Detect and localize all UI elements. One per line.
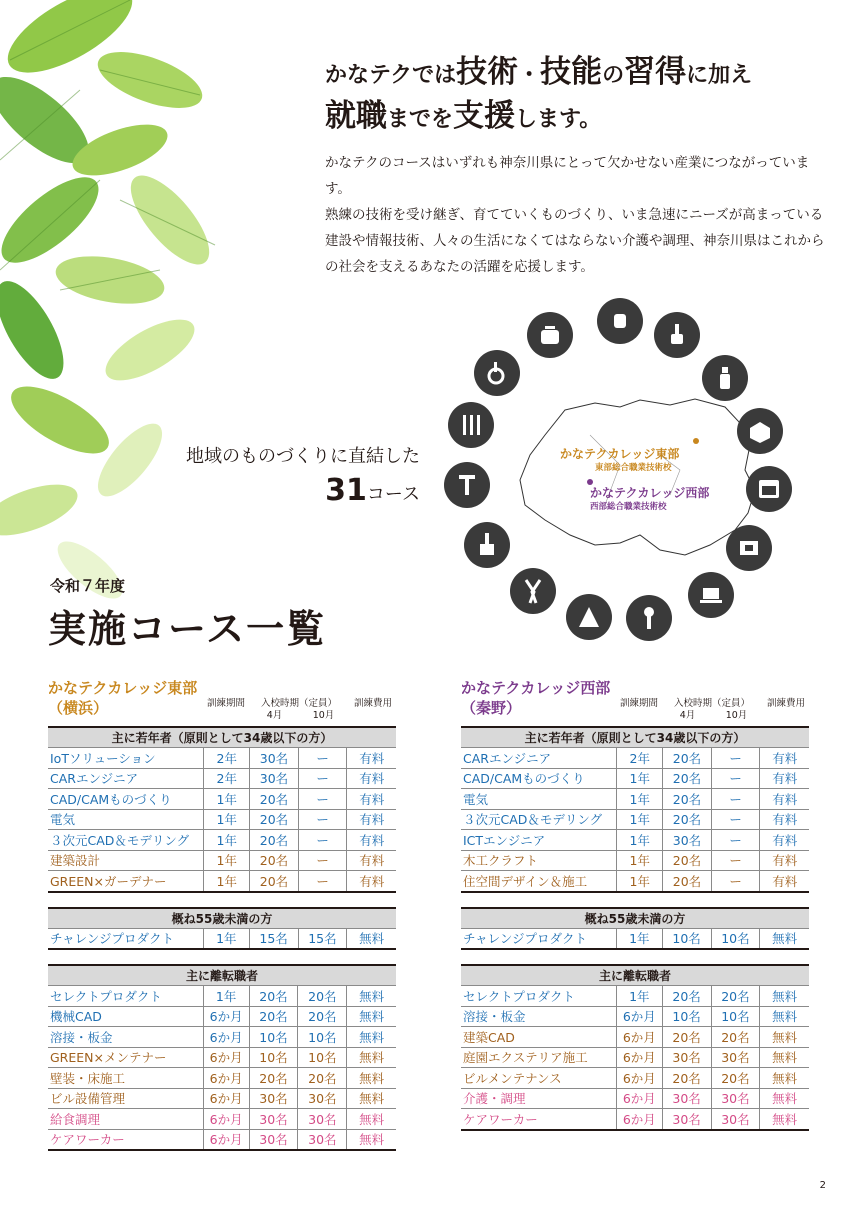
section-heading: 主に離転職者 bbox=[461, 965, 809, 986]
course-october-capacity: ー bbox=[711, 789, 760, 810]
course-april-capacity: 30名 bbox=[250, 748, 299, 769]
course-period: 1年 bbox=[617, 850, 663, 871]
section-heading: 概ね55歳未満の方 bbox=[48, 908, 396, 929]
course-fee: 有料 bbox=[760, 789, 809, 810]
table-row bbox=[461, 871, 809, 892]
course-fee: 有料 bbox=[347, 850, 396, 871]
headline-segment: ・ bbox=[518, 63, 541, 88]
course-october-capacity: ー bbox=[298, 809, 347, 830]
course-fee: 無料 bbox=[347, 1047, 396, 1068]
course-fee: 有料 bbox=[347, 809, 396, 830]
header-fee: 訓練費用 bbox=[766, 698, 805, 709]
course-april-capacity: 20名 bbox=[249, 986, 298, 1007]
course-period: 6か月 bbox=[203, 1006, 249, 1027]
table-row bbox=[48, 1109, 396, 1130]
course-name: 電気 bbox=[48, 809, 204, 830]
table-row bbox=[48, 789, 396, 810]
header-intake bbox=[250, 698, 348, 722]
course-october-capacity: 30名 bbox=[298, 1109, 347, 1130]
course-name: ３次元CAD＆モデリング bbox=[461, 809, 617, 830]
headline-segment: します。 bbox=[515, 107, 602, 132]
laptop-icon bbox=[688, 572, 734, 618]
course-name: GREEN×メンテナー bbox=[48, 1047, 203, 1068]
course-october-capacity: ー bbox=[711, 768, 760, 789]
box-icon bbox=[737, 408, 783, 454]
course-fee: 有料 bbox=[347, 789, 396, 810]
table-row bbox=[48, 850, 396, 871]
header-april: 4月 bbox=[679, 710, 696, 721]
course-name: IoTソリューション bbox=[48, 748, 204, 769]
intro-paragraph-2: 熟練の技術を受け継ぎ、育てていくものづくり、いま急速にニーズが高まっている建設や情報技術、人々の生活になくてはならない介護や調理、神奈川県はこれからの社会を支えるあなたの活躍を応援します。 bbox=[325, 207, 825, 275]
course-fee: 有料 bbox=[760, 871, 809, 892]
course-fee: 有料 bbox=[760, 768, 809, 789]
pruning-shears-icon bbox=[510, 568, 556, 614]
course-april-capacity: 20名 bbox=[662, 986, 711, 1007]
headline-segment: 習得 bbox=[624, 54, 687, 90]
header-intake-label: 入校時期（定員） bbox=[673, 698, 750, 709]
course-october-capacity: ー bbox=[298, 768, 347, 789]
table-row bbox=[461, 809, 809, 830]
course-october-capacity: ー bbox=[298, 789, 347, 810]
course-period: 1年 bbox=[204, 871, 250, 892]
header-april: 4月 bbox=[266, 710, 283, 721]
course-october-capacity: ー bbox=[711, 748, 760, 769]
course-period: 1年 bbox=[204, 830, 250, 851]
east-college-area: （横浜） bbox=[48, 699, 109, 717]
course-october-capacity: 20名 bbox=[298, 986, 347, 1007]
course-april-capacity: 30名 bbox=[249, 1109, 298, 1130]
west-college-column bbox=[461, 678, 809, 1131]
section-heading: 主に若年者（原則として34歳以下の方） bbox=[461, 727, 809, 748]
course-period: 1年 bbox=[204, 789, 250, 810]
course-name: 溶接・板金 bbox=[48, 1027, 203, 1048]
intro-paragraph-1: かなテクのコースはいずれも神奈川県にとって欠かせない産業につながっています。 bbox=[325, 155, 810, 197]
course-fee: 無料 bbox=[760, 1068, 809, 1089]
map-sub-east: 東部総合職業技術校 bbox=[595, 463, 672, 473]
course-fee: 無料 bbox=[347, 1088, 396, 1109]
course-april-capacity: 20名 bbox=[662, 1027, 711, 1048]
wheelchair-icon bbox=[474, 350, 520, 396]
course-name: チャレンジプロダクト bbox=[461, 928, 616, 949]
table-row bbox=[461, 1109, 809, 1130]
table-row bbox=[48, 768, 396, 789]
course-name: ビルメンテナンス bbox=[461, 1068, 616, 1089]
course-name: 木工クラフト bbox=[461, 850, 617, 871]
course-fee: 有料 bbox=[760, 830, 809, 851]
course-period: 1年 bbox=[204, 809, 250, 830]
course-october-capacity: ー bbox=[711, 871, 760, 892]
course-period: 6か月 bbox=[203, 1129, 249, 1150]
course-fee: 無料 bbox=[347, 1027, 396, 1048]
course-period: 6か月 bbox=[203, 1068, 249, 1089]
course-october-capacity: 30名 bbox=[298, 1129, 347, 1150]
course-table bbox=[48, 726, 396, 893]
table-row bbox=[48, 1047, 396, 1068]
course-april-capacity: 30名 bbox=[250, 768, 299, 789]
course-period: 6か月 bbox=[616, 1109, 662, 1130]
course-april-capacity: 30名 bbox=[662, 1088, 711, 1109]
course-october-capacity: 20名 bbox=[711, 1027, 760, 1048]
course-name: CAD/CAMものづくり bbox=[461, 768, 617, 789]
table-row bbox=[461, 928, 809, 949]
map-sub-west: 西部総合職業技術校 bbox=[590, 502, 667, 512]
course-name: ケアワーカー bbox=[461, 1109, 616, 1130]
course-october-capacity: 10名 bbox=[298, 1047, 347, 1068]
course-name: 溶接・板金 bbox=[461, 1006, 616, 1027]
west-college-area: （秦野） bbox=[461, 699, 522, 717]
course-table bbox=[461, 964, 809, 1131]
course-april-capacity: 20名 bbox=[250, 809, 299, 830]
header-period: 訓練期間 bbox=[619, 698, 658, 709]
region-line-1: 地域のものづくりに直結した bbox=[186, 446, 420, 467]
fiscal-year: 令和７年度 bbox=[50, 577, 126, 595]
course-april-capacity: 20名 bbox=[662, 1068, 711, 1089]
table-row bbox=[48, 748, 396, 769]
course-fee: 無料 bbox=[760, 1109, 809, 1130]
course-period: 6か月 bbox=[203, 1109, 249, 1130]
course-name: 住空間デザイン＆施工 bbox=[461, 871, 617, 892]
headline-segment: 就職 bbox=[325, 98, 387, 134]
course-april-capacity: 20名 bbox=[663, 850, 712, 871]
course-name: セレクトプロダクト bbox=[461, 986, 616, 1007]
course-fee: 無料 bbox=[760, 1006, 809, 1027]
cooking-pot-icon bbox=[527, 312, 573, 358]
course-fee: 無料 bbox=[760, 986, 809, 1007]
course-fee: 有料 bbox=[760, 850, 809, 871]
course-april-capacity: 30名 bbox=[249, 1129, 298, 1150]
course-april-capacity: 20名 bbox=[663, 871, 712, 892]
header-oct: 10月 bbox=[725, 710, 748, 721]
course-october-capacity: 30名 bbox=[711, 1109, 760, 1130]
course-october-capacity: 30名 bbox=[711, 1088, 760, 1109]
course-april-capacity: 20名 bbox=[249, 1006, 298, 1027]
ruler-triangle-icon bbox=[566, 594, 612, 640]
course-period: 6か月 bbox=[203, 1088, 249, 1109]
course-october-capacity: ー bbox=[298, 830, 347, 851]
leaves-decoration bbox=[0, 0, 230, 620]
course-october-capacity: ー bbox=[298, 871, 347, 892]
course-april-capacity: 10名 bbox=[662, 1006, 711, 1027]
headline-segment: 技術 bbox=[456, 54, 519, 90]
course-period: 1年 bbox=[616, 928, 662, 949]
course-period: 1年 bbox=[203, 928, 249, 949]
course-name: ケアワーカー bbox=[48, 1129, 203, 1150]
course-october-capacity: 20名 bbox=[298, 1068, 347, 1089]
course-unit: コース bbox=[366, 484, 420, 505]
table-row bbox=[461, 789, 809, 810]
headline-segment: 技能 bbox=[540, 54, 603, 90]
table-row bbox=[48, 871, 396, 892]
tools-icon bbox=[448, 402, 494, 448]
course-fee: 無料 bbox=[760, 928, 809, 949]
headline-segment: までを bbox=[387, 107, 454, 132]
course-period: 6か月 bbox=[616, 1088, 662, 1109]
course-april-capacity: 10名 bbox=[249, 1047, 298, 1068]
course-period: 6か月 bbox=[616, 1027, 662, 1048]
course-fee: 無料 bbox=[347, 1006, 396, 1027]
course-table bbox=[461, 726, 809, 893]
course-fee: 無料 bbox=[347, 1109, 396, 1130]
course-fee: 有料 bbox=[347, 748, 396, 769]
course-name: 建築設計 bbox=[48, 850, 204, 871]
course-october-capacity: 10名 bbox=[711, 928, 760, 949]
course-april-capacity: 30名 bbox=[663, 830, 712, 851]
course-fee: 無料 bbox=[760, 1047, 809, 1068]
table-row bbox=[461, 768, 809, 789]
course-name: チャレンジプロダクト bbox=[48, 928, 203, 949]
course-october-capacity: ー bbox=[298, 850, 347, 871]
course-fee: 無料 bbox=[760, 1088, 809, 1109]
course-name: 庭園エクステリア施工 bbox=[461, 1047, 616, 1068]
course-october-capacity: ー bbox=[711, 830, 760, 851]
course-period: 2年 bbox=[204, 748, 250, 769]
section-heading: 主に若年者（原則として34歳以下の方） bbox=[48, 727, 396, 748]
map-label-east: かなテクカレッジ東部 bbox=[560, 447, 680, 461]
intro-text bbox=[325, 150, 825, 280]
course-april-capacity: 20名 bbox=[250, 850, 299, 871]
table-row bbox=[461, 850, 809, 871]
course-count: 31 bbox=[325, 473, 367, 508]
header-fee: 訓練費用 bbox=[353, 698, 392, 709]
course-april-capacity: 10名 bbox=[249, 1027, 298, 1048]
course-october-capacity: 20名 bbox=[711, 986, 760, 1007]
course-period: 1年 bbox=[203, 986, 249, 1007]
table-row bbox=[48, 1088, 396, 1109]
course-period: 1年 bbox=[617, 789, 663, 810]
course-fee: 無料 bbox=[347, 928, 396, 949]
course-october-capacity: 20名 bbox=[298, 1006, 347, 1027]
headline-segment: に加え bbox=[686, 63, 753, 88]
course-october-capacity: 20名 bbox=[711, 1068, 760, 1089]
east-college-column bbox=[48, 678, 396, 1151]
headline bbox=[325, 52, 845, 140]
course-period: 2年 bbox=[204, 768, 250, 789]
course-fee: 無料 bbox=[347, 1129, 396, 1150]
course-period: 6か月 bbox=[203, 1027, 249, 1048]
course-table bbox=[461, 907, 809, 951]
paint-brush-icon bbox=[464, 522, 510, 568]
course-period: 6か月 bbox=[616, 1006, 662, 1027]
course-period: 1年 bbox=[617, 768, 663, 789]
course-name: 給食調理 bbox=[48, 1109, 203, 1130]
spray-bottle-icon bbox=[702, 355, 748, 401]
table-row bbox=[461, 1068, 809, 1089]
course-october-capacity: ー bbox=[711, 809, 760, 830]
course-april-capacity: 20名 bbox=[250, 789, 299, 810]
course-period: 1年 bbox=[616, 986, 662, 1007]
header-period: 訓練期間 bbox=[206, 698, 245, 709]
table-row bbox=[48, 1027, 396, 1048]
table-row bbox=[461, 1088, 809, 1109]
course-april-capacity: 20名 bbox=[663, 809, 712, 830]
course-table bbox=[48, 907, 396, 951]
headline-line-1 bbox=[325, 52, 845, 96]
course-icon-circle bbox=[450, 290, 845, 650]
table-row bbox=[461, 830, 809, 851]
course-october-capacity: 15名 bbox=[298, 928, 347, 949]
course-april-capacity: 20名 bbox=[663, 768, 712, 789]
section-heading: 概ね55歳未満の方 bbox=[461, 908, 809, 929]
course-fee: 有料 bbox=[347, 768, 396, 789]
circuit-board-icon bbox=[726, 525, 772, 571]
course-april-capacity: 20名 bbox=[663, 748, 712, 769]
map-label-west: かなテクカレッジ西部 bbox=[590, 486, 710, 500]
course-period: 1年 bbox=[617, 809, 663, 830]
west-college-name: かなテクカレッジ西部 bbox=[461, 679, 611, 697]
course-october-capacity: 30名 bbox=[298, 1088, 347, 1109]
course-april-capacity: 20名 bbox=[250, 871, 299, 892]
headline-segment: 支援 bbox=[453, 98, 516, 134]
course-period: 1年 bbox=[617, 871, 663, 892]
course-april-capacity: 30名 bbox=[249, 1088, 298, 1109]
course-october-capacity: 30名 bbox=[711, 1047, 760, 1068]
course-october-capacity: ー bbox=[711, 850, 760, 871]
region-caption bbox=[130, 440, 420, 512]
course-april-capacity: 20名 bbox=[249, 1068, 298, 1089]
course-period: 1年 bbox=[617, 830, 663, 851]
course-table bbox=[48, 964, 396, 1151]
course-fee: 無料 bbox=[347, 1068, 396, 1089]
course-period: 6か月 bbox=[616, 1068, 662, 1089]
welding-torch-icon bbox=[444, 462, 490, 508]
table-row bbox=[461, 1027, 809, 1048]
headline-segment: の bbox=[602, 63, 625, 88]
page-title: 実施コース一覧 bbox=[48, 607, 327, 651]
fist-icon bbox=[597, 298, 643, 344]
wrench-icon bbox=[626, 595, 672, 641]
course-period: 2年 bbox=[617, 748, 663, 769]
headline-segment: かなテクでは bbox=[325, 63, 457, 88]
table-row bbox=[48, 1068, 396, 1089]
course-name: ビル設備管理 bbox=[48, 1088, 203, 1109]
hand-pointing-icon bbox=[654, 312, 700, 358]
east-course-tables bbox=[48, 726, 396, 1151]
table-row bbox=[48, 1129, 396, 1150]
section-heading: 主に離転職者 bbox=[48, 965, 396, 986]
course-name: セレクトプロダクト bbox=[48, 986, 203, 1007]
course-april-capacity: 30名 bbox=[662, 1047, 711, 1068]
table-row bbox=[48, 830, 396, 851]
course-fee: 有料 bbox=[760, 809, 809, 830]
course-name: 電気 bbox=[461, 789, 617, 810]
course-april-capacity: 10名 bbox=[662, 928, 711, 949]
course-name: CARエンジニア bbox=[461, 748, 617, 769]
course-name: 機械CAD bbox=[48, 1006, 203, 1027]
course-name: ICTエンジニア bbox=[461, 830, 617, 851]
course-fee: 無料 bbox=[347, 986, 396, 1007]
header-intake-label: 入校時期（定員） bbox=[260, 698, 337, 709]
course-period: 6か月 bbox=[203, 1047, 249, 1068]
headline-line-2 bbox=[325, 96, 845, 140]
course-april-capacity: 20名 bbox=[250, 830, 299, 851]
header-intake bbox=[663, 698, 761, 722]
page-number: 2 bbox=[819, 1180, 826, 1191]
course-name: 介護・調理 bbox=[461, 1088, 616, 1109]
course-october-capacity: ー bbox=[298, 748, 347, 769]
course-april-capacity: 30名 bbox=[662, 1109, 711, 1130]
course-fee: 有料 bbox=[347, 830, 396, 851]
table-row bbox=[461, 1006, 809, 1027]
course-name: 建築CAD bbox=[461, 1027, 616, 1048]
course-period: 6か月 bbox=[616, 1047, 662, 1068]
table-row bbox=[48, 928, 396, 949]
course-april-capacity: 15名 bbox=[249, 928, 298, 949]
course-april-capacity: 20名 bbox=[663, 789, 712, 810]
course-name: CAD/CAMものづくり bbox=[48, 789, 204, 810]
course-name: 壁装・床施工 bbox=[48, 1068, 203, 1089]
table-row bbox=[48, 986, 396, 1007]
course-period: 1年 bbox=[204, 850, 250, 871]
header-oct: 10月 bbox=[312, 710, 335, 721]
course-october-capacity: 10名 bbox=[298, 1027, 347, 1048]
course-october-capacity: 10名 bbox=[711, 1006, 760, 1027]
course-fee: 無料 bbox=[760, 1027, 809, 1048]
course-fee: 有料 bbox=[760, 748, 809, 769]
course-name: GREEN×ガーデナー bbox=[48, 871, 204, 892]
table-row bbox=[48, 809, 396, 830]
kanagawa-map bbox=[510, 395, 760, 560]
west-course-tables bbox=[461, 726, 809, 1131]
table-row bbox=[461, 1047, 809, 1068]
course-name: CARエンジニア bbox=[48, 768, 204, 789]
table-row bbox=[461, 986, 809, 1007]
table-row bbox=[48, 1006, 396, 1027]
table-row bbox=[461, 748, 809, 769]
course-fee: 有料 bbox=[347, 871, 396, 892]
east-college-name: かなテクカレッジ東部 bbox=[48, 679, 198, 697]
course-name: ３次元CAD＆モデリング bbox=[48, 830, 204, 851]
oven-icon bbox=[746, 466, 792, 512]
